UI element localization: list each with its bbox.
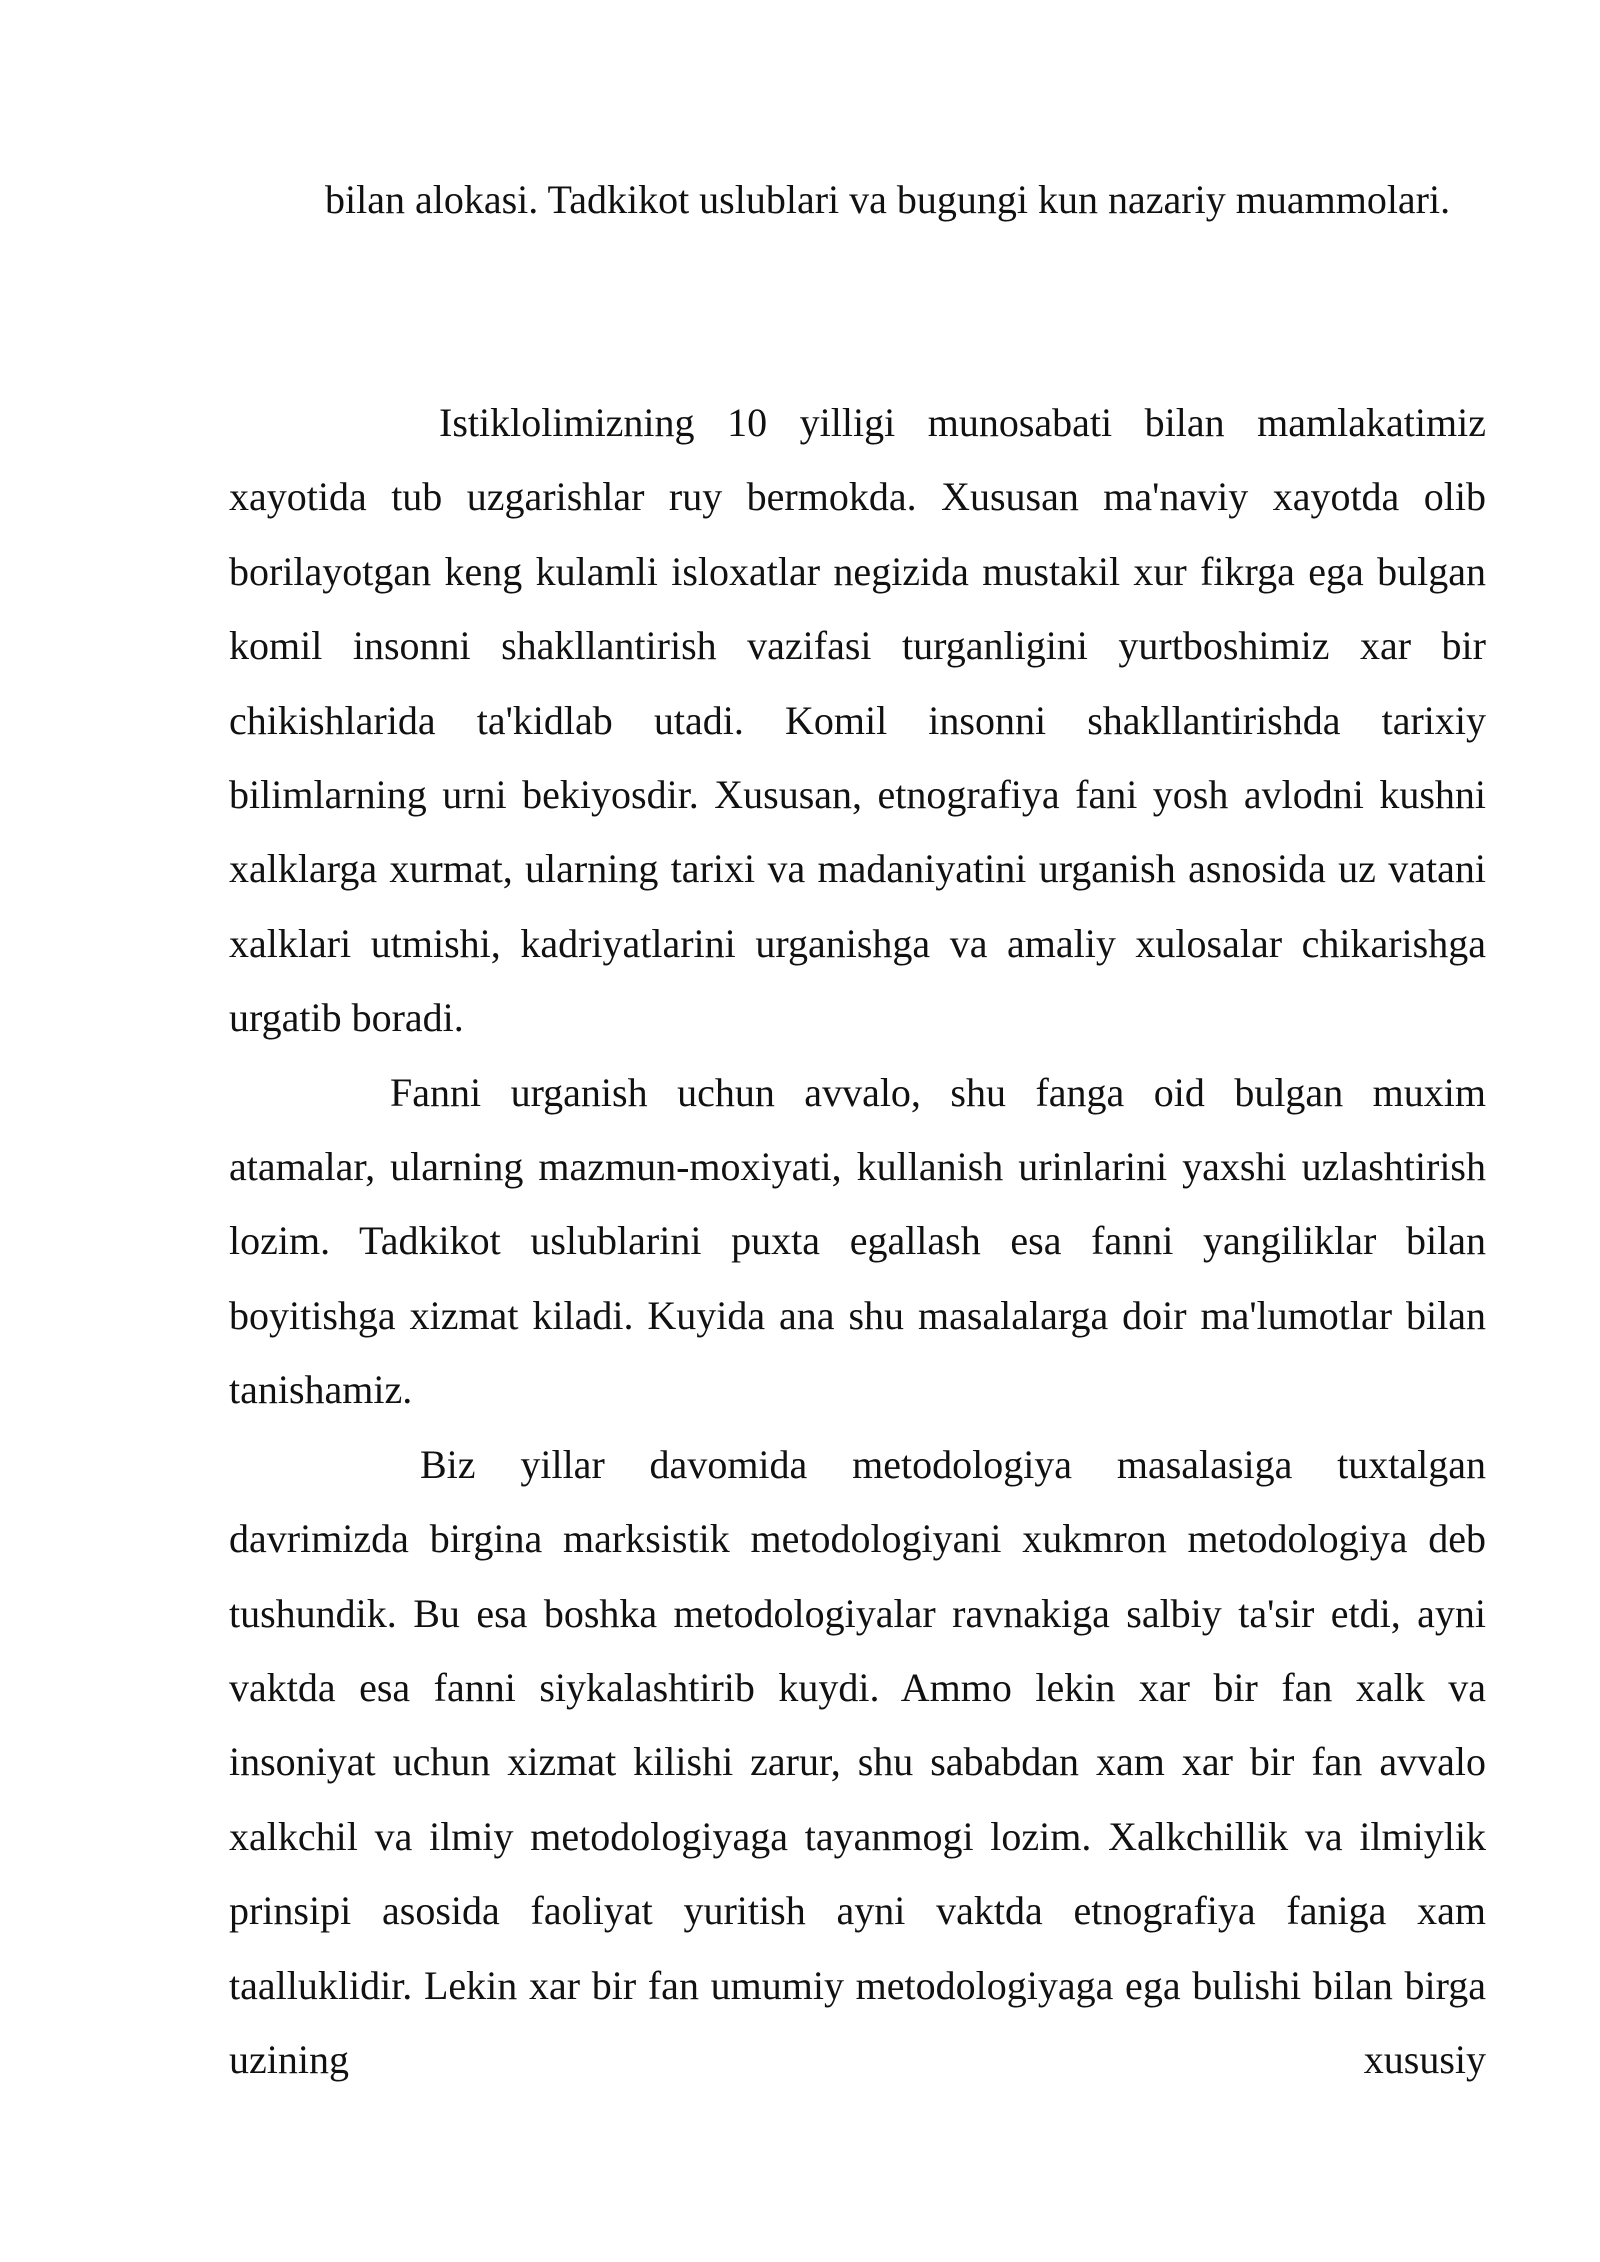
paragraph-methodology: Biz yillar davomida metodologiya masalasiga tuxtalgan davrimizda birgina marksistik metodologiyani xukmron metodologiya deb tushundik. Bu esa boshka metodologiyalar ravnakiga salbiy ta'sir etdi, ayni vaktda esa fanni siykalashtirib kuydi. Ammo lekin xar bir fan xalk va insoniyat uchun xizmat kilishi zarur, shu sababdan xam xar bir fan avvalo xalkchil va ilmiy metodologiyaga tayanmogi lozim. Xalkchillik va ilmiylik prinsipi asosida faoliyat yuritish ayni vaktda etnografiya faniga xam taalluklidir. Lekin xar bir fan umumiy metodologiyaga ega bulishi bilan birga uzining xususiy	[229, 1441, 1486, 2082]
paragraph-heading-continuation: bilan alokasi. Tadkikot uslublari va bugungi kun nazariy muammolari.	[325, 177, 1451, 222]
heading-continuation-block	[229, 163, 1486, 237]
paragraph-study-terms: Fanni urganish uchun avvalo, shu fanga oid bulgan muxim atamalar, ularning mazmun-moxiyati, kullanish urinlarini yaxshi uzlashtirish lozim. Tadkikot uslublarini puxta egallash esa fanni yangiliklar bilan boyitishga xizmat kiladi. Kuyida ana shu masalalarga doir ma'lumotlar bilan tanishamiz.	[229, 1069, 1486, 1413]
body-text-block	[229, 386, 1486, 2097]
paragraph-independence: Istiklolimizning 10 yilligi munosabati bilan mamlakatimiz xayotida tub uzgarishlar ruy bermokda. Xususan ma'naviy xayotda olib borilayotgan keng kulamli isloxatlar negizida mustakil xur fikrga ega bulgan komil insonni shakllantirish vazifasi turganligini yurtboshimiz xar bir chikishlarida ta'kidlab utadi. Komil insonni shakllantirishda tarixiy bilimlarning urni bekiyosdir. Xususan, etnografiya fani yosh avlodni kushni xalklarga xurmat, ularning tarixi va madaniyatini urganish asnosida uz vatani xalklari utmishi, kadriyatlarini urganishga va amaliy xulosalar chikarishga urgatib boradi.	[229, 400, 1486, 1041]
